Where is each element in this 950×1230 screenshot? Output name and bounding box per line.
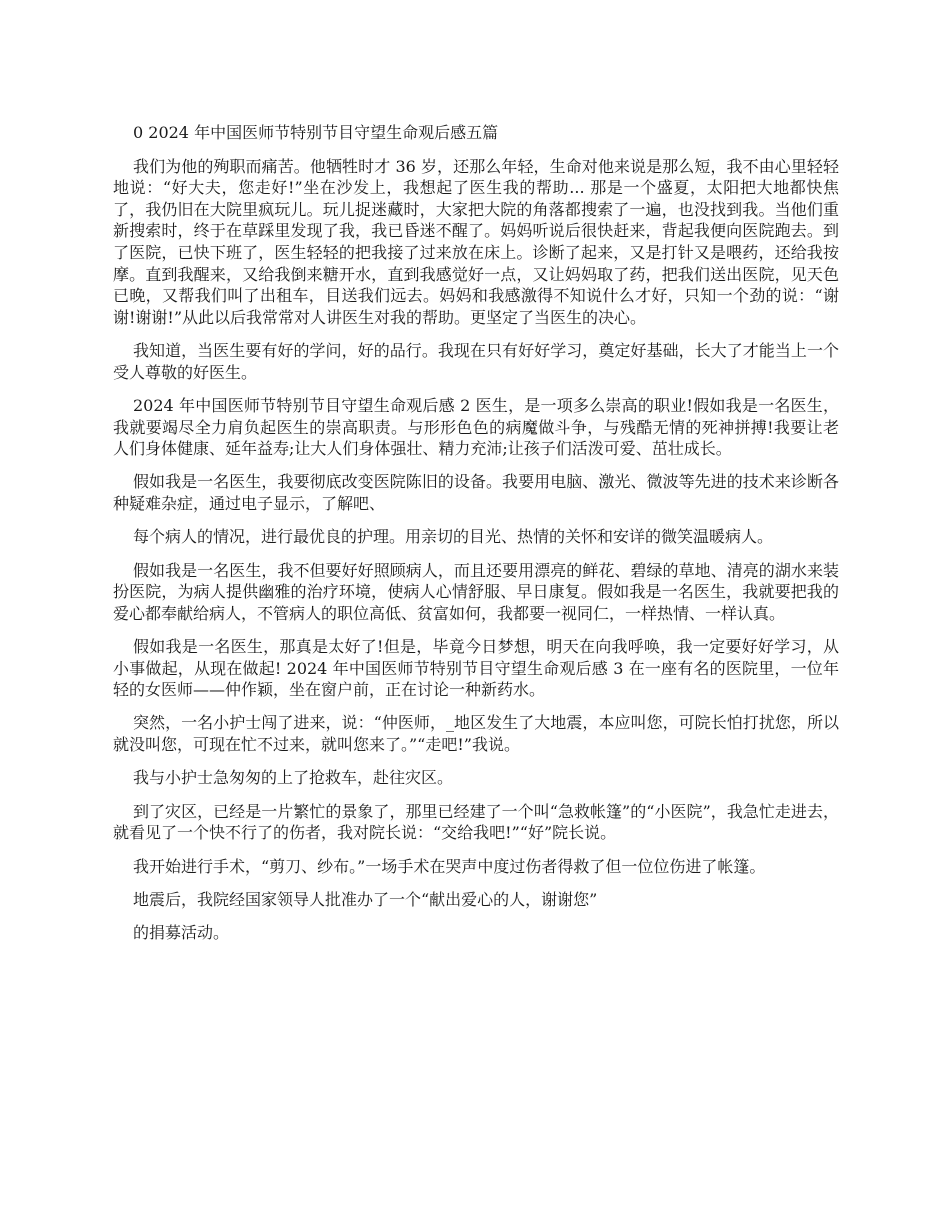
paragraph: 2024 年中国医师节特别节目守望生命观后感 2 医生，是一项多么崇高的职业!假如我是一名医生，我就要竭尽全力肩负起医生的崇高职责。与形形色色的病魔做斗争，与残酷无情的死神拼搏!我要让老人们身体健康、延年益寿;让大人们身体强壮、精力充沛;让孩子们活泼可爱、茁壮成长。: [113, 395, 839, 459]
document-page: [113, 122, 839, 955]
paragraph: 每个病人的情况，进行最优良的护理。用亲切的目光、热情的关怀和安详的微笑温暖病人。: [133, 527, 774, 547]
paragraph: 我们为他的殉职而痛苦。他牺牲时才 36 岁，还那么年轻，生命对他来说是那么短，我不由心里轻轻地说：“好大夫，您走好!”坐在沙发上，我想起了医生我的帮助... 那是一个盛夏，太阳把大地都快焦了，我仍旧在大院里疯玩儿。玩儿捉迷藏时，大家把大院的角落都搜索了一遍，也没找到我。当他们重新搜索时，终于在草踩里发现了我，我已昏迷不醒了。妈妈听说后很快赶来，背起我便向医院跑去。到了医院，已快下班了，医生轻轻的把我接了过来放在床上。诊断了起来，又是打针又是喂药，还给我按摩。直到我醒来，又给我倒来糖开水，直到我感觉好一点，又让妈妈取了药，把我们送出医院，见天色已晚，又帮我们叫了出租车，目送我们远去。妈妈和我感激得不知说什么才好，只知一个劲的说：“谢谢!谢谢!”从此以后我常常对人讲医生对我的帮助。更坚定了当医生的决心。: [113, 156, 839, 327]
paragraph: 假如我是一名医生，我要彻底改变医院陈旧的设备。我要用电脑、激光、微波等先进的技术来诊断各种疑难杂症，通过电子显示，了解吧、: [113, 472, 839, 513]
paragraph: 我知道，当医生要有好的学问，好的品行。我现在只有好好学习，奠定好基础，长大了才能当上一个受人尊敬的好医生。: [113, 341, 839, 382]
paragraph: 到了灾区，已经是一片繁忙的景象了，那里已经建了一个叫“急救帐篷”的“小医院”，我急忙走进去，就看见了一个快不行了的伤者，我对院长说：“交给我吧!”“好”院长说。: [113, 801, 839, 843]
paragraph: 假如我是一名医生，那真是太好了!但是，毕竟今日梦想，明天在向我呼唤，我一定要好好学习，从小事做起，从现在做起! 2024 年中国医师节特别节目守望生命观后感 3 在一座有名的医院里，一位年轻的女医师——仲作颖，坐在窗户前，正在讨论一种新药水。: [113, 637, 839, 700]
paragraph: 的捐募活动。: [133, 923, 230, 943]
paragraph: 假如我是一名医生，我不但要好好照顾病人，而且还要用漂亮的鲜花、碧绿的草地、清亮的湖水来装扮医院，为病人提供幽雅的治疗环境，使病人心情舒服、早日康复。假如我是一名医生，我就要把我的爱心都奉献给病人，不管病人的职位高低、贫富如何，我都要一视同仁，一样热情、一样认真。: [113, 560, 839, 623]
paragraph: 我与小护士急匆匆的上了抢救车，赴往灾区。: [133, 768, 454, 788]
paragraph: 突然，一名小护士闯了进来，说：“仲医师，_地区发生了大地震，本应叫您，可院长怕打扰您，所以就没叫您，可现在忙不过来，就叫您来了。”“走吧!”我说。: [113, 713, 839, 755]
document-title: 0 2024 年中国医师节特别节目守望生命观后感五篇: [133, 123, 499, 142]
paragraph: 地震后，我院经国家领导人批准办了一个“献出爱心的人，谢谢您”: [133, 889, 598, 909]
paragraph: 我开始进行手术，“剪刀、纱布。”一场手术在哭声中度过伤者得救了但一位位伤进了帐篷。: [133, 856, 766, 876]
